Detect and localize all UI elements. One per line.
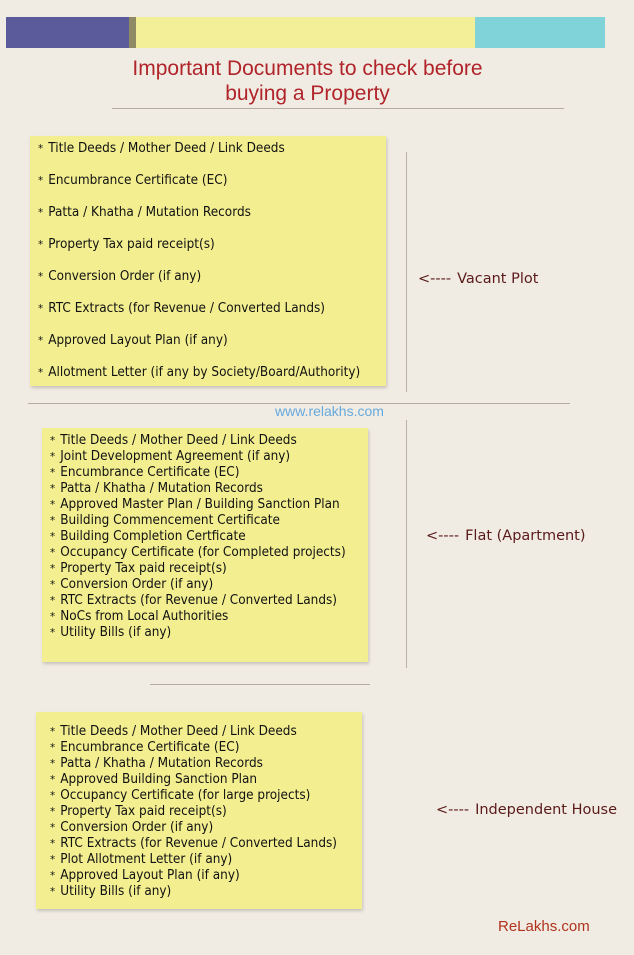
bullet-icon: * bbox=[50, 805, 56, 818]
bullet-icon: * bbox=[38, 206, 44, 219]
list-item bbox=[50, 852, 340, 868]
list-item-text: Patta / Khatha / Mutation Records bbox=[60, 481, 263, 496]
brand-logo-text: ReLakhs.com bbox=[498, 918, 590, 935]
list-item-text: Building Completion Certficate bbox=[60, 529, 246, 544]
list-item bbox=[50, 820, 340, 836]
list-item-text: Plot Allotment Letter (if any) bbox=[60, 852, 233, 867]
vacant-plot-label-text: Vacant Plot bbox=[457, 271, 539, 287]
bullet-icon: * bbox=[50, 578, 56, 591]
list-item bbox=[50, 609, 346, 625]
list-item bbox=[50, 756, 340, 772]
list-item bbox=[50, 545, 346, 561]
vertical-divider-flat bbox=[406, 420, 407, 668]
list-item bbox=[50, 788, 340, 804]
list-item bbox=[50, 529, 346, 545]
left-arrow-icon: <---- bbox=[426, 528, 460, 544]
bullet-icon: * bbox=[50, 530, 56, 543]
left-arrow-icon: <---- bbox=[418, 271, 452, 287]
list-item bbox=[50, 836, 340, 852]
list-item-text: Property Tax paid receipt(s) bbox=[60, 561, 227, 576]
list-item-text: RTC Extracts (for Revenue / Converted Lands) bbox=[48, 301, 326, 316]
list-item-text: Encumbrance Certificate (EC) bbox=[60, 740, 240, 755]
list-item bbox=[50, 577, 346, 593]
bullet-icon: * bbox=[50, 853, 56, 866]
bullet-icon: * bbox=[38, 270, 44, 283]
list-item-text: Utility Bills (if any) bbox=[60, 625, 172, 640]
bullet-icon: * bbox=[38, 238, 44, 251]
list-item-text: Title Deeds / Mother Deed / Link Deeds bbox=[48, 141, 285, 156]
title-divider bbox=[112, 108, 564, 109]
title-line-2: buying a Property bbox=[225, 82, 390, 105]
bullet-icon: * bbox=[38, 174, 44, 187]
independent-house-label bbox=[436, 802, 617, 818]
list-item bbox=[50, 884, 340, 900]
list-item-text: Conversion Order (if any) bbox=[48, 269, 202, 284]
bullet-icon: * bbox=[50, 450, 56, 463]
list-item bbox=[50, 433, 346, 449]
bullet-icon: * bbox=[38, 366, 44, 379]
list-item bbox=[50, 804, 340, 820]
list-item bbox=[50, 868, 340, 884]
vacant-plot-list bbox=[38, 133, 386, 389]
list-item-text: RTC Extracts (for Revenue / Converted Lands) bbox=[60, 593, 338, 608]
bullet-icon: * bbox=[38, 302, 44, 315]
flat-label bbox=[426, 528, 586, 544]
flat-label-text: Flat (Apartment) bbox=[465, 528, 586, 544]
list-item bbox=[38, 357, 362, 389]
list-item-text: Conversion Order (if any) bbox=[60, 577, 214, 592]
header-color-bar-divider bbox=[129, 17, 136, 48]
list-item bbox=[50, 465, 346, 481]
header-color-bar-yellow bbox=[136, 17, 475, 48]
list-item-text: RTC Extracts (for Revenue / Converted Lands) bbox=[60, 836, 338, 851]
list-item bbox=[38, 229, 362, 261]
bullet-icon: * bbox=[38, 142, 44, 155]
bullet-icon: * bbox=[50, 498, 56, 511]
vacant-plot-label bbox=[418, 271, 538, 287]
list-item bbox=[50, 513, 346, 529]
independent-house-list bbox=[50, 724, 362, 900]
list-item-text: Patta / Khatha / Mutation Records bbox=[60, 756, 263, 771]
list-item bbox=[50, 724, 340, 740]
bullet-icon: * bbox=[50, 741, 56, 754]
list-item-text: Allotment Letter (if any by Society/Board/Authority) bbox=[48, 365, 361, 380]
list-item bbox=[50, 625, 346, 641]
bullet-icon: * bbox=[50, 725, 56, 738]
bullet-icon: * bbox=[50, 869, 56, 882]
vertical-divider-plot bbox=[406, 152, 407, 392]
list-item bbox=[50, 449, 346, 465]
list-item-text: Occupancy Certificate (for large projects) bbox=[60, 788, 311, 803]
bullet-icon: * bbox=[50, 466, 56, 479]
bullet-icon: * bbox=[50, 757, 56, 770]
bullet-icon: * bbox=[50, 562, 56, 575]
title-line-1: Important Documents to check before bbox=[132, 57, 483, 80]
bullet-icon: * bbox=[50, 594, 56, 607]
list-item-text: Building Commencement Certificate bbox=[60, 513, 280, 528]
list-item bbox=[38, 293, 362, 325]
bullet-icon: * bbox=[50, 482, 56, 495]
section-divider-2 bbox=[150, 684, 370, 685]
list-item-text: Approved Layout Plan (if any) bbox=[48, 333, 228, 348]
list-item bbox=[50, 481, 346, 497]
bullet-icon: * bbox=[50, 626, 56, 639]
page-title bbox=[80, 56, 535, 106]
flat-note bbox=[42, 428, 368, 662]
list-item-text: Utility Bills (if any) bbox=[60, 884, 172, 899]
list-item-text: Title Deeds / Mother Deed / Link Deeds bbox=[60, 724, 297, 739]
list-item bbox=[50, 561, 346, 577]
watermark-url: www.relakhs.com bbox=[275, 403, 384, 419]
list-item-text: Property Tax paid receipt(s) bbox=[60, 804, 227, 819]
header-color-bar-purple bbox=[6, 17, 129, 48]
bullet-icon: * bbox=[50, 789, 56, 802]
list-item-text: Approved Master Plan / Building Sanction Plan bbox=[60, 497, 340, 512]
list-item-text: Approved Building Sanction Plan bbox=[60, 772, 258, 787]
bullet-icon: * bbox=[38, 334, 44, 347]
list-item-text: Property Tax paid receipt(s) bbox=[48, 237, 215, 252]
list-item bbox=[50, 740, 340, 756]
list-item-text: Conversion Order (if any) bbox=[60, 820, 214, 835]
list-item bbox=[50, 593, 346, 609]
list-item bbox=[50, 772, 340, 788]
bullet-icon: * bbox=[50, 514, 56, 527]
list-item-text: Title Deeds / Mother Deed / Link Deeds bbox=[60, 433, 297, 448]
list-item-text: Encumbrance Certificate (EC) bbox=[60, 465, 240, 480]
vacant-plot-note bbox=[30, 136, 386, 386]
list-item bbox=[38, 261, 362, 293]
bullet-icon: * bbox=[50, 434, 56, 447]
list-item bbox=[38, 325, 362, 357]
flat-list bbox=[50, 433, 368, 641]
list-item bbox=[38, 197, 362, 229]
list-item-text: Approved Layout Plan (if any) bbox=[60, 868, 240, 883]
bullet-icon: * bbox=[50, 546, 56, 559]
list-item-text: Encumbrance Certificate (EC) bbox=[48, 173, 228, 188]
bullet-icon: * bbox=[50, 773, 56, 786]
bullet-icon: * bbox=[50, 885, 56, 898]
header-color-bar-cyan bbox=[475, 17, 605, 48]
list-item bbox=[50, 497, 346, 513]
left-arrow-icon: <---- bbox=[436, 802, 470, 818]
list-item-text: Joint Development Agreement (if any) bbox=[60, 449, 291, 464]
bullet-icon: * bbox=[50, 610, 56, 623]
list-item-text: Occupancy Certificate (for Completed projects) bbox=[60, 545, 346, 560]
independent-house-note bbox=[36, 712, 362, 909]
list-item bbox=[38, 165, 362, 197]
bullet-icon: * bbox=[50, 821, 56, 834]
list-item-text: NoCs from Local Authorities bbox=[60, 609, 229, 624]
bullet-icon: * bbox=[50, 837, 56, 850]
list-item bbox=[38, 133, 362, 165]
list-item-text: Patta / Khatha / Mutation Records bbox=[48, 205, 251, 220]
independent-house-label-text: Independent House bbox=[475, 802, 618, 818]
